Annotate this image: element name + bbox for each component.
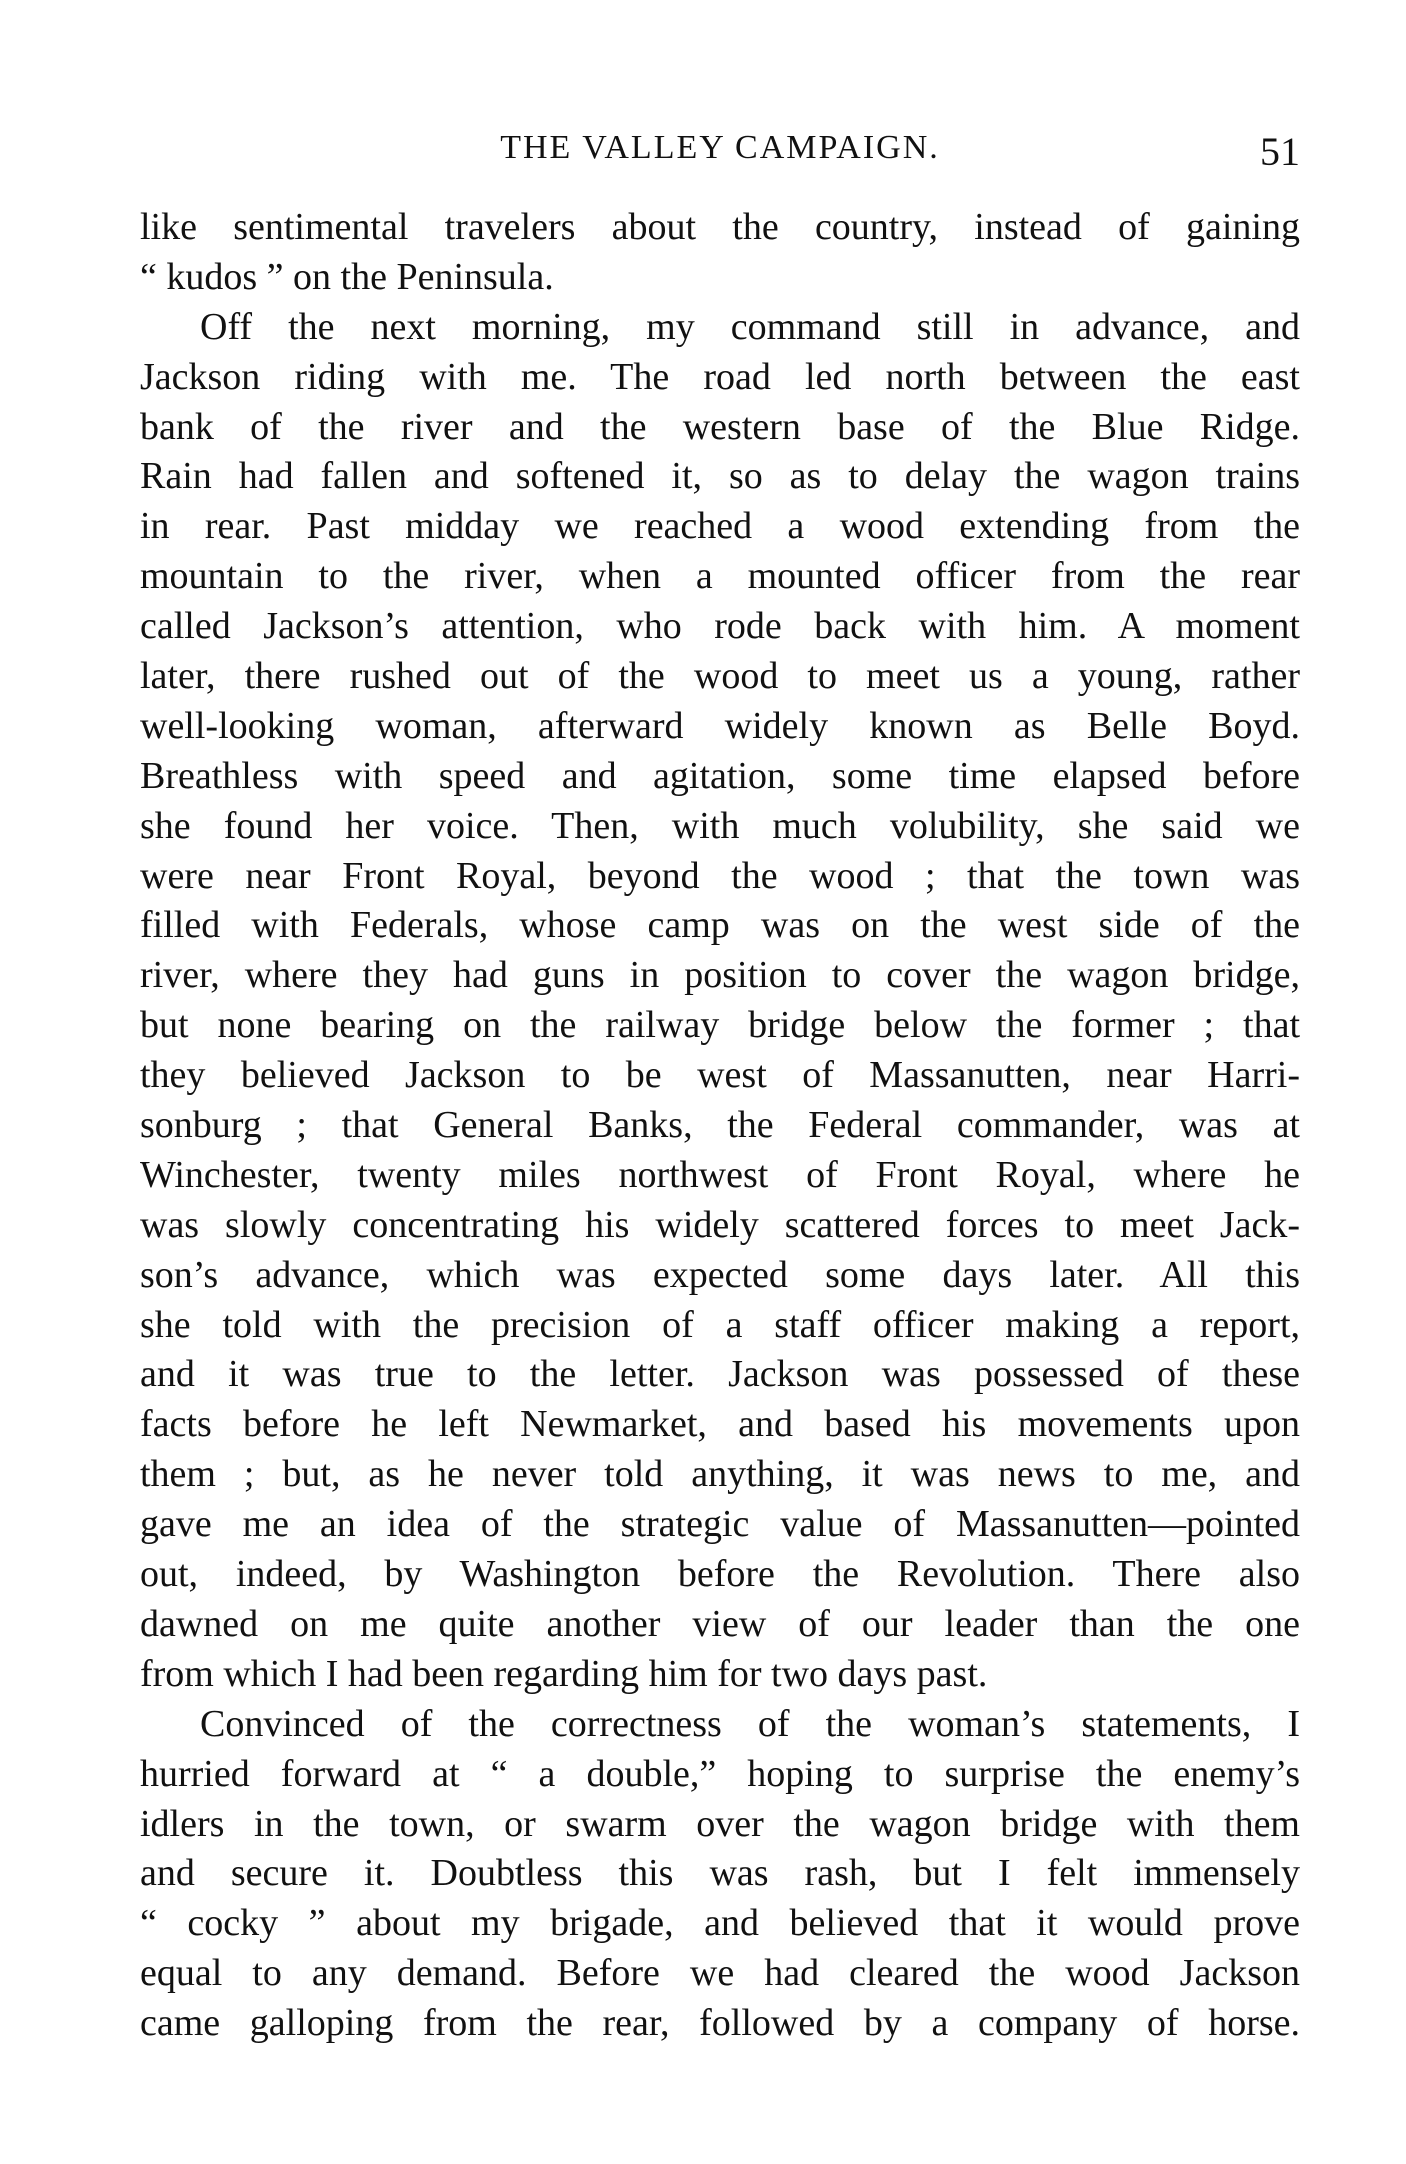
text-line: called Jackson’s attention, who rode back with him. A moment	[140, 605, 1300, 648]
text-line: equal to any demand. Before we had cleared the wood Jackson	[140, 1952, 1300, 1995]
text-line: she told with the precision of a staff officer making a report,	[140, 1303, 1300, 1346]
text-line: Convinced of the correctness of the woman’s statements, I	[200, 1702, 1300, 1745]
page-number: 51	[1260, 129, 1300, 174]
text-line: Off the next morning, my command still in advance, and	[200, 305, 1300, 348]
text-line: in rear. Past midday we reached a wood extending from the	[140, 505, 1300, 548]
text-line: sonburg ; that General Banks, the Federal commander, was at	[140, 1104, 1300, 1147]
text-line: but none bearing on the railway bridge below the former ; that	[140, 1004, 1300, 1047]
text-line: like sentimental travelers about the country, instead of gaining	[140, 206, 1300, 248]
text-line: was slowly concentrating his widely scattered forces to meet Jack-	[140, 1203, 1300, 1246]
text-line: came galloping from the rear, followed by a company of horse.	[140, 2002, 1300, 2045]
text-line: idlers in the town, or swarm over the wagon bridge with them	[140, 1802, 1300, 1845]
text-line: and it was true to the letter. Jackson was possessed of these	[140, 1353, 1300, 1396]
text-line: “ cocky ” about my brigade, and believed that it would prove	[140, 1902, 1300, 1945]
text-line: Jackson riding with me. The road led north between the east	[140, 355, 1300, 398]
running-head	[140, 118, 1300, 178]
text-line: she found her voice. Then, with much volubility, she said we	[140, 804, 1300, 847]
text-line: mountain to the river, when a mounted officer from the rear	[140, 555, 1300, 598]
text-line: son’s advance, which was expected some days later. All this	[140, 1253, 1300, 1296]
text-line: were near Front Royal, beyond the wood ; that the town was	[140, 854, 1300, 897]
text-line: gave me an idea of the strategic value of Massanutten—pointed	[140, 1503, 1300, 1546]
text-line: hurried forward at “ a double,” hoping to surprise the enemy’s	[140, 1752, 1300, 1795]
text-line: them ; but, as he never told anything, it was news to me, and	[140, 1453, 1300, 1496]
text-line: filled with Federals, whose camp was on the west side of the	[140, 904, 1300, 947]
text-line: facts before he left Newmarket, and based his movements upon	[140, 1403, 1300, 1446]
text-line: from which I had been regarding him for two days past.	[140, 1652, 988, 1695]
text-line: dawned on me quite another view of our leader than the one	[140, 1602, 1300, 1645]
text-line: river, where they had guns in position to cover the wagon bridge,	[140, 954, 1300, 997]
running-title: THE VALLEY CAMPAIGN.	[500, 129, 940, 166]
text-line: bank of the river and the western base of the Blue Ridge.	[140, 405, 1300, 448]
text-line: well-looking woman, afterward widely known as Belle Boyd.	[140, 704, 1300, 747]
text-line: later, there rushed out of the wood to meet us a young, rather	[140, 655, 1300, 698]
text-line: Breathless with speed and agitation, some time elapsed before	[140, 754, 1300, 797]
text-line: Rain had fallen and softened it, so as to delay the wagon trains	[140, 455, 1300, 498]
text-line: they believed Jackson to be west of Massanutten, near Harri-	[140, 1054, 1300, 1097]
body-text	[140, 203, 1300, 2049]
text-line: “ kudos ” on the Peninsula.	[140, 255, 554, 298]
text-line: Winchester, twenty miles northwest of Front Royal, where he	[140, 1153, 1300, 1196]
text-line: out, indeed, by Washington before the Revolution. There also	[140, 1553, 1300, 1596]
text-line: and secure it. Doubtless this was rash, but I felt immensely	[140, 1852, 1300, 1895]
